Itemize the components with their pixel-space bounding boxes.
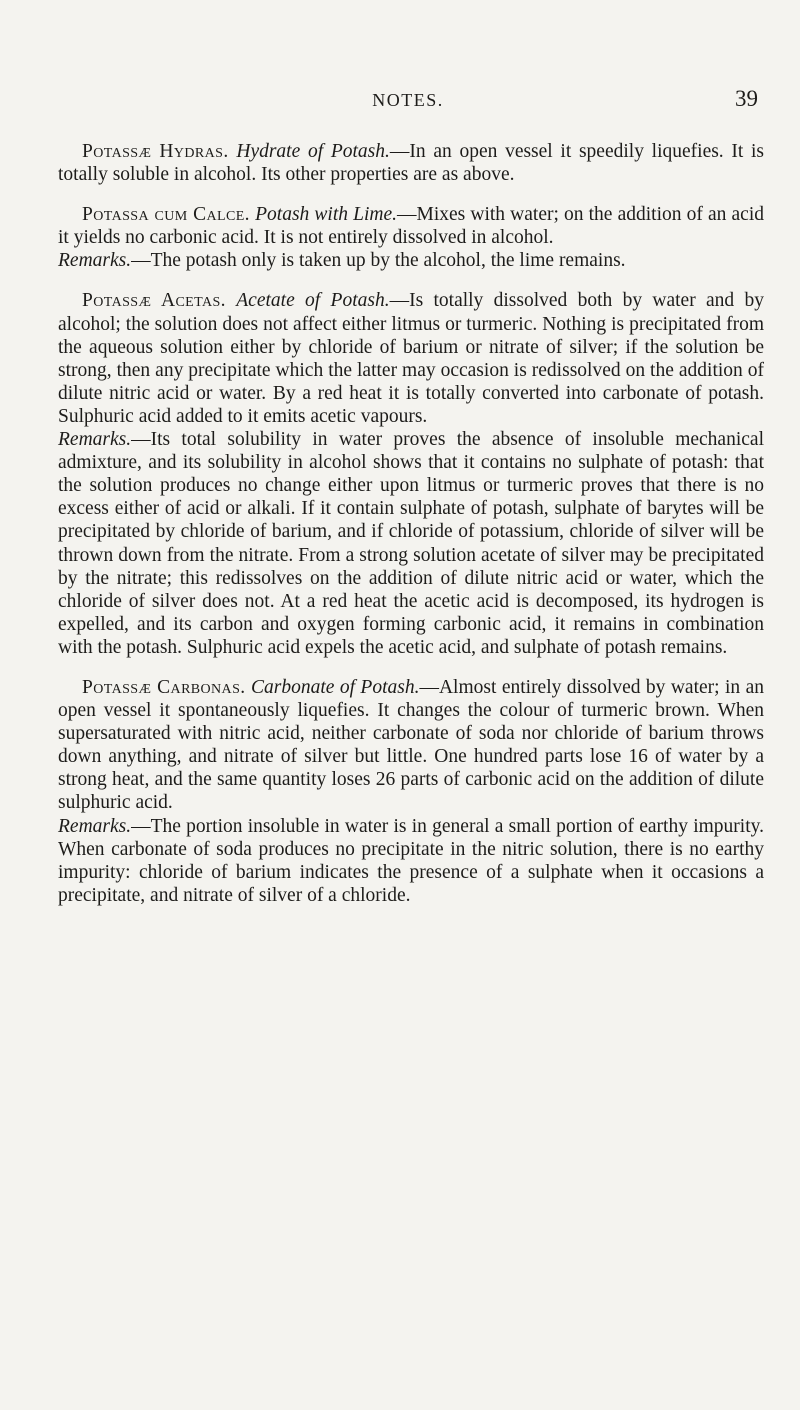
entry-english-name: Potash with Lime. [255,204,397,226]
remarks-text: —The potash only is taken up by the alcohol, the lime remains. [131,250,626,272]
entry-description: —Is totally dissolved both by water and by alcohol; the solution does not affect either litmus or turmeric. Nothing is precipitated from the aqueous solution either by chloride of barium or nitrate of silver; if the solution be strong, then any precipitate which the latter may occasion is redissolved on the addition of dilute nitric acid or water. By a red heat it is totally converted into carbonate of potash. Sulphuric acid added to it emits acetic vapours. [58,290,764,427]
remarks-label: Remarks. [58,429,132,451]
entry-remarks [58,815,764,907]
page-body [58,140,764,907]
entry-description: —Mixes with water; on the addition of an acid it yields no carbonic acid. It is not entirely dissolved in alcohol. [58,204,765,249]
entry-english-name: Hydrate of Potash. [236,141,390,162]
entry-potassae-hydras [58,140,764,186]
entry-potassae-carbonas [58,676,764,815]
entry-description: —Almost entirely dissolved by water; in an open vessel it spontaneously liquefies. It changes the colour of turmeric brown. When supersaturated with nitric acid, neither carbonate of soda nor chloride of barium throws down anything, and nitrate of silver but little. One hundred parts lose 16 of water by a strong heat, and the same quantity loses 26 parts of carbonic acid on the addition of dilute sulphuric acid. [58,676,764,814]
remarks-label: Remarks. [58,815,132,837]
page-number: 39 [735,86,758,111]
entry-latin-name: Potassa cum Calce. [82,204,250,226]
remarks-text: —The portion insoluble in water is in general a small portion of earthy impurity. When carbonate of soda produces no precipitate in the nitric solution, there is no earthy impurity: chloride of barium indicates the presence of a sulphate when it occasions a precipitate, and nitrate of silver of a chloride. [58,815,764,906]
entry-potassae-acetas [58,289,764,428]
entry-remarks [58,249,764,272]
entry-latin-name: Potassæ Acetas. [82,290,226,312]
running-head: NOTES. [372,90,444,110]
entry-english-name: Acetate of Potash. [236,290,390,312]
entry-latin-name: Potassæ Carbonas. [82,676,246,698]
page-header [58,86,758,116]
entry-latin-name: Potassæ Hydras. [82,141,229,162]
entry-potassa-cum-calce [58,203,764,249]
remarks-label: Remarks. [58,250,132,272]
entry-remarks [58,428,764,659]
entry-english-name: Carbonate of Potash. [250,676,420,698]
entry-description: —In an open vessel it speedily liquefies. It is totally soluble in alcohol. Its other properties are as above. [58,141,765,186]
remarks-text: —Its total solubility in water proves the absence of insoluble mechanical admixture, and its solubility in alcohol shows that it contains no sulphate of potash: that the solution produces no change either upon litmus or turmeric proves that there is no excess either of acid or alkali. If it contain sulphate of potash, sulphate of barytes will be precipitated by chloride of barium, and if chloride of potassium, chloride of silver will be thrown down from the nitrate. From a strong solution acetate of silver may be precipitated by the nitrate; this redissolves on the addition of dilute nitric acid or water, which the chloride of silver does not. At a red heat the acetic acid is decomposed, its hydrogen is expelled, and its carbon and oxygen forming carbonic acid, it remains in combination with the potash. Sulphuric acid expels the acetic acid, and sulphate of potash remains. [58,429,764,658]
